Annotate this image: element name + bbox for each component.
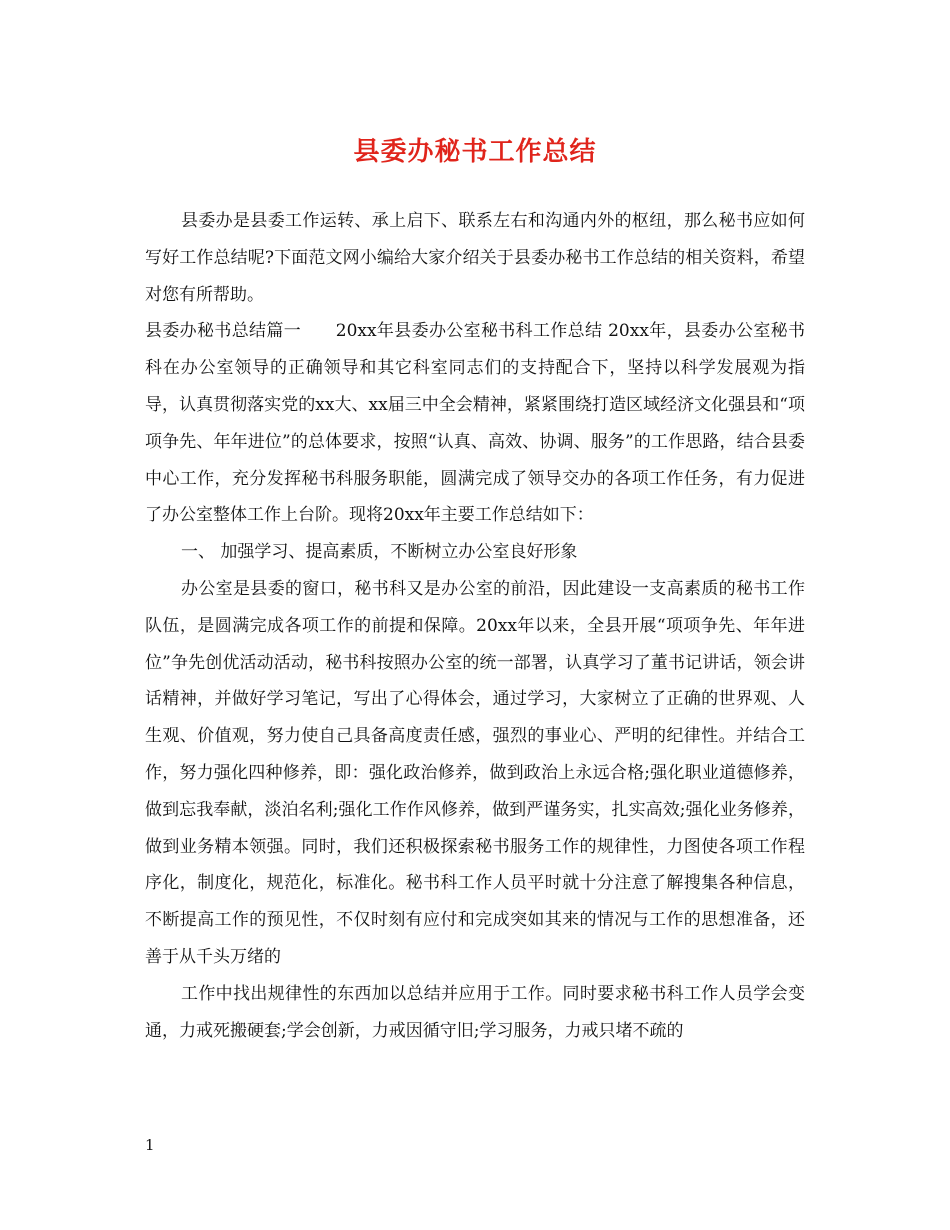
paragraph-section-one-continued: 工作中找出规律性的东西加以总结并应用于工作。同时要求秘书科工作人员学会变通，力戒死搬硬套;学会创新，力戒因循守旧;学习服务，力戒只堵不疏的 <box>145 983 805 1041</box>
document-title: 县委办秘书工作总结 <box>353 137 597 167</box>
section-heading-one: 一、 加强学习、提高素质，不断树立办公室良好形象 <box>181 542 578 563</box>
page-number: 1 <box>145 1136 155 1154</box>
paragraph-intro: 县委办是县委工作运转、承上启下、联系左右和沟通内外的枢纽，那么秘书应如何写好工作总结呢?下面范文网小编给大家介绍关于县委办秘书工作总结的相关资料，希望对您有所帮助。 <box>145 211 805 305</box>
document-body <box>145 203 805 1049</box>
paragraph-section-one: 办公室是县委的窗口，秘书科又是办公室的前沿，因此建设一支高素质的秘书工作队伍，是圆满完成各项工作的前提和保障。20xx年以来，全县开展“项项争先、年年进位”争先创优活动活动，秘书科按照办公室的统一部署，认真学习了董书记讲话，领会讲话精神，并做好学习笔记，写出了心得体会，通过学习，大家树立了正确的世界观、人生观、价值观，努力使自己具备高度责任感，强烈的事业心、严明的纪律性。并结合工作，努力强化四种修养，即：强化政治修养，做到政治上永远合格;强化职业道德修养，做到忘我奉献，淡泊名利;强化工作作风修养，做到严谨务实，扎实高效;强化业务修养，做到业务精本领强。同时，我们还积极探索秘书服务工作的规律性，力图使各项工作程序化，制度化，规范化，标准化。秘书科工作人员平时就十分注意了解搜集各种信息，不断提高工作的预见性，不仅时刻有应付和完成突如其来的情况与工作的思想准备，还善于从千头万绪的 <box>145 578 805 967</box>
paragraph-summary-overview: 县委办秘书总结篇一 20xx年县委办公室秘书科工作总结 20xx年，县委办公室秘书科在办公室领导的正确领导和其它科室同志们的支持配合下，坚持以科学发展观为指导，认真贯彻落实党的xx大、xx届三中全会精神，紧紧围绕打造区域经济文化强县和“项项争先、年年进位”的总体要求，按照“认真、高效、协调、服务”的工作思路，结合县委中心工作，充分发挥秘书科服务职能，圆满完成了领导交办的各项工作任务，有力促进了办公室整体工作上台阶。现将20xx年主要工作总结如下： <box>145 321 805 526</box>
